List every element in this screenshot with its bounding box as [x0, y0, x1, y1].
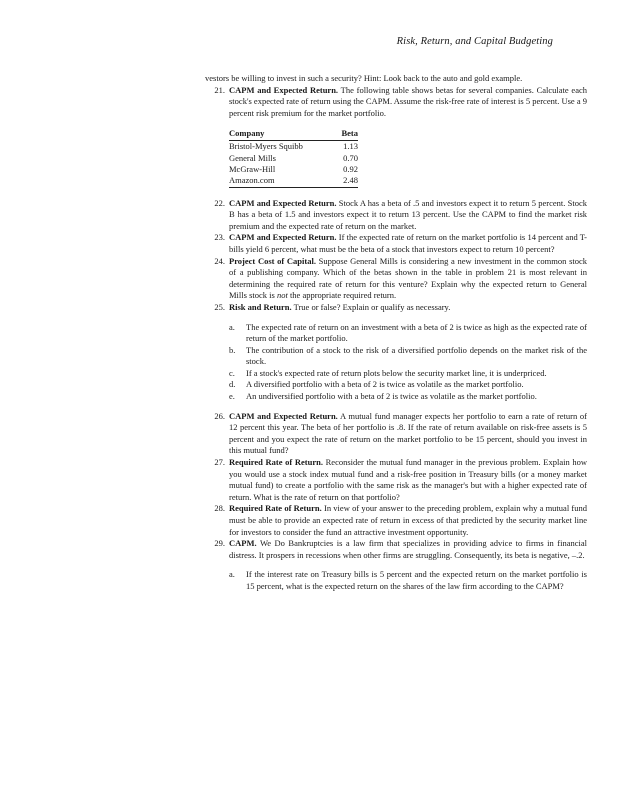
problem-28 [205, 503, 587, 538]
company-cell: McGraw-Hill [229, 163, 276, 174]
table-row [229, 175, 358, 187]
list-item [229, 391, 587, 403]
company-cell: Bristol-Myers Squibb [229, 141, 303, 152]
intro-text: vestors be willing to invest in such a security? Hint: Look back to the auto and gold example. [205, 73, 523, 83]
beta-table [229, 128, 358, 187]
problem-29-subitems [229, 569, 587, 592]
problem-text: Stock A has a beta of .5 and investors expect it to return 5 percent. Stock B has a beta of 1.5 and investors expect it to return 13 percent. Use the CAPM to find the market risk premium and the expected rate of return on the market. [229, 197, 587, 231]
problem-21 [205, 85, 587, 120]
item-letter: b. [229, 344, 236, 355]
company-cell: General Mills [229, 152, 276, 163]
problem-text: A mutual fund manager expects her portfolio to earn a rate of return of 12 percent this year. The beta of her portfolio is .8. If the rate of return available on risk-free assets is 5 percent and you expect the rate of return on the market portfolio to be 15 percent, should you invest in this mutual fund? [229, 410, 587, 456]
problem-title: Project Cost of Capital. [229, 255, 316, 266]
problem-25-subitems [229, 322, 587, 403]
list-item [229, 368, 587, 380]
problem-number: 23. [214, 232, 225, 243]
problem-29 [205, 538, 587, 561]
intro-continuation [205, 73, 587, 85]
item-text: If the interest rate on Treasury bills is 5 percent and the expected return on the market portfolio is 15 percent, what is the expected return on the shares of the law firm according to the CAPM? [246, 569, 587, 591]
item-letter: a. [229, 321, 235, 332]
item-letter: e. [229, 391, 235, 402]
problem-title: CAPM and Expected Return. [229, 232, 337, 243]
problem-text: Reconsider the mutual fund manager in the previous problem. Explain how you would use a stock index mutual fund and a risk-free position in Treasury bills (or a money market mutual fund) to create a portfolio with the same risk as the manager's but with a higher expected rate of return. What is the rate of return on that portfolio? [229, 457, 587, 502]
problem-24 [205, 256, 587, 302]
problem-title: CAPM and Expected Return. [229, 410, 338, 421]
problem-title: Required Rate of Return. [229, 503, 322, 514]
problem-text: In view of your answer to the preceding problem, explain why a mutual fund must be able to provide an expected rate of return in excess of that predicted by the security market line for investors to consider the fund an attractive investment opportunity. [229, 503, 588, 537]
problem-text: True or false? Explain or qualify as necessary. [293, 301, 451, 312]
item-text: The contribution of a stock to the risk of a diversified portfolio depends on the market risk of the stock. [246, 344, 587, 367]
company-cell: Amazon.com [229, 175, 332, 187]
beta-cell: 1.13 [343, 141, 358, 152]
problem-title: CAPM and Expected Return. [229, 197, 337, 208]
item-letter: c. [229, 367, 235, 378]
problem-text: If the expected rate of return on the market portfolio is 14 percent and T-bills yield 6 percent, what must be the beta of a stock that investors expect to return 10 percent? [229, 232, 588, 254]
item-text: A diversified portfolio with a beta of 2 is twice as volatile as the market portfolio. [246, 379, 524, 390]
table-row [229, 141, 358, 153]
item-text: The expected rate of return on an investment with a beta of 2 is twice as high as the expected rate of return of the market portfolio. [246, 321, 587, 344]
table-row [229, 164, 358, 175]
problem-text: The following table shows betas for several companies. Calculate each stock's expected rate of return using the CAPM. Assume the risk-free rate of interest is 5 percent. Use a 9 percent risk premium for the market portfolio. [229, 84, 587, 118]
running-header: Risk, Return, and Capital Budgeting [396, 36, 553, 47]
beta-cell: 0.70 [343, 152, 358, 163]
item-letter: a. [229, 569, 235, 580]
list-item [229, 379, 587, 391]
problem-22 [205, 198, 587, 233]
table-row [229, 153, 358, 164]
emphasis-not: not [276, 290, 288, 301]
problem-set [205, 73, 587, 601]
problem-number: 25. [214, 301, 225, 312]
problem-25 [205, 302, 587, 314]
problem-27 [205, 457, 587, 503]
item-letter: d. [229, 379, 236, 390]
problem-title: Required Rate of Return. [229, 457, 323, 468]
list-item [229, 345, 587, 368]
problem-number: 26. [214, 410, 225, 421]
problem-23 [205, 232, 587, 255]
problem-number: 28. [214, 503, 225, 514]
item-text: If a stock's expected rate of return plots below the security market line, it is underpriced. [246, 367, 547, 378]
table-header-row [229, 128, 358, 141]
problem-title: CAPM and Expected Return. [229, 84, 339, 95]
problem-text: We Do Bankruptcies is a law firm that specializes in providing advice to firms in financial distress. It prospers in recessions when other firms are struggling. Consequently, its beta is negative, –.2. [229, 538, 587, 560]
problem-title: CAPM. [229, 538, 257, 549]
problem-text: Suppose General Mills is considering a new investment in the common stock of a publishing company. Which of the betas shown in the table in problem 21 is most relevant in determining the required rate of return for this venture? Explain why the expected return to General Mills stock is [229, 255, 588, 301]
col-beta-header: Beta [332, 128, 358, 141]
problem-26 [205, 411, 587, 457]
problem-number: 24. [214, 255, 225, 266]
problem-number: 27. [214, 457, 225, 468]
beta-cell: 0.92 [343, 163, 358, 174]
problem-text-end: the appropriate required return. [287, 290, 397, 301]
list-item [229, 322, 587, 345]
list-item [229, 569, 587, 592]
problem-number: 29. [214, 538, 225, 549]
problem-title: Risk and Return. [229, 301, 292, 312]
problem-number: 22. [214, 197, 225, 208]
beta-cell: 2.48 [332, 175, 358, 187]
problem-number: 21. [214, 84, 225, 95]
col-company-header: Company [229, 128, 332, 141]
item-text: An undiversified portfolio with a beta of 2 is twice as volatile as the market portfolio. [246, 391, 537, 402]
